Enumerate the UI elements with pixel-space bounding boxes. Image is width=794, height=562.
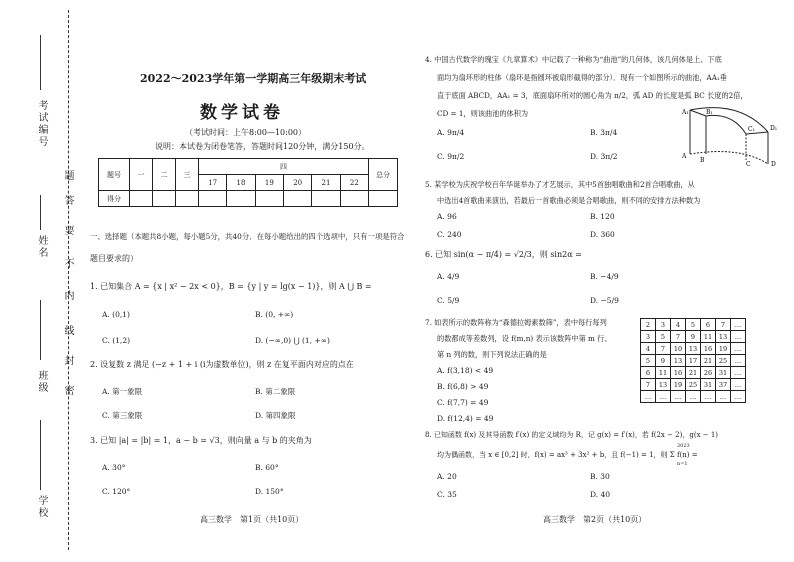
q1-option-d: D. (−∞,0) ⋃ (1, +∞) <box>255 336 330 345</box>
sieve-cell: 9 <box>686 331 701 343</box>
q8-sum-lower: n=1 <box>677 461 688 467</box>
q3-option-c: C. 120° <box>102 487 131 496</box>
sieve-cell: … <box>641 391 656 403</box>
fig-label-d1: D₁ <box>770 125 778 132</box>
score-cell[interactable] <box>153 191 176 207</box>
sieve-cell: 21 <box>686 367 701 379</box>
score-cell[interactable] <box>340 191 368 207</box>
sieve-cell: … <box>701 391 716 403</box>
score-table-col: 二 <box>153 159 176 191</box>
sieve-cell: 13 <box>656 379 671 391</box>
sieve-cell: 7 <box>641 379 656 391</box>
q7-stem-line2: 的数都成等差数列，设 f(m,n) 表示该数阵中第 m 行、 <box>437 334 612 343</box>
seal-char: 线 <box>62 325 73 337</box>
q4-option-b: B. 3π/4 <box>590 128 618 137</box>
sieve-cell: 17 <box>686 355 701 367</box>
q7-option-c: C. f(7,7) = 49 <box>437 398 489 407</box>
q5-option-c: C. 240 <box>437 230 462 239</box>
school-line <box>40 420 41 490</box>
sieve-row <box>641 331 746 343</box>
sieve-cell: … <box>731 379 746 391</box>
score-cell[interactable] <box>312 191 340 207</box>
score-cell[interactable] <box>199 191 227 207</box>
sieve-cell: 4 <box>641 343 656 355</box>
sieve-cell: 16 <box>671 367 686 379</box>
score-table <box>98 158 398 207</box>
sieve-cell: 11 <box>656 367 671 379</box>
q5-option-d: D. 360 <box>590 230 615 239</box>
q2-stem: 2. 设复数 z 满足 (−z + 1 + i (i为虚数单位)，则 z 在复平面内对应的点在 <box>90 360 354 369</box>
score-table-col: 总分 <box>369 159 398 191</box>
q2-option-c: C. 第三象限 <box>102 411 143 420</box>
score-row-label: 得分 <box>99 191 130 207</box>
fig-label-d: D <box>771 161 776 168</box>
sieve-cell: … <box>656 391 671 403</box>
q8-stem-line2: 均为偶函数，当 x ∈ [0,2] 时，f(x) = ax³ + 3x² + b，且 f(−1) = 1，则 Σ f(n) = <box>437 451 698 459</box>
q1-option-a: A. (0,1) <box>102 310 130 319</box>
sieve-cell: 4 <box>671 319 686 331</box>
q6-option-c: C. 5/9 <box>437 296 460 305</box>
sieve-cell: 7 <box>656 343 671 355</box>
seal-char: 封 <box>62 355 73 367</box>
binding-strip <box>0 0 72 562</box>
q4-option-a: A. 9π/4 <box>437 128 465 137</box>
sieve-cell: 26 <box>701 367 716 379</box>
sieve-cell: 6 <box>701 319 716 331</box>
sieve-cell: 3 <box>641 331 656 343</box>
q3-option-a: A. 30° <box>102 463 126 472</box>
exam-number-line <box>40 35 41 90</box>
q8-option-b: B. 30 <box>590 472 610 481</box>
sieve-cell: 5 <box>686 319 701 331</box>
seal-char: 不 <box>62 258 73 270</box>
sieve-cell: 19 <box>671 379 686 391</box>
q8-option-d: D. 40 <box>590 490 611 499</box>
score-cell[interactable] <box>227 191 255 207</box>
q1-stem: 1. 已知集合 A = {x | x² − 2x < 0}，B = {y | y = lg(x − 1)}，则 A ⋃ B = <box>90 282 372 291</box>
score-cell[interactable] <box>283 191 311 207</box>
sieve-row <box>641 319 746 331</box>
sieve-number-grid <box>640 318 746 403</box>
page-footer: 高三数学 第1页（共10页） <box>200 515 304 524</box>
section1-heading-cont: 题目要求的） <box>90 254 138 263</box>
sieve-cell: 37 <box>716 379 731 391</box>
sieve-cell: 11 <box>701 331 716 343</box>
sieve-cell: … <box>731 319 746 331</box>
sieve-row <box>641 391 746 403</box>
q3-stem: 3. 已知 |a| = |b| = 1，a − b = √3，则向量 a 与 b 的夹角为 <box>90 436 312 445</box>
q2-option-d: D. 第四象限 <box>255 411 296 420</box>
binding-label-name: 姓名 <box>36 235 47 259</box>
right-page <box>425 0 790 562</box>
subject-title: 数学试卷 <box>200 103 284 123</box>
sieve-cell: 7 <box>716 319 731 331</box>
q5-stem-line1: 5. 某学校为庆祝学校百年华诞举办了才艺展示，其中5首独唱歌曲和2首合唱歌曲，从 <box>425 180 695 189</box>
sieve-cell: 13 <box>671 355 686 367</box>
sieve-cell: 9 <box>656 355 671 367</box>
sieve-row <box>641 379 746 391</box>
q4-stem-line4: CD = 1，则该曲池的体积为 <box>437 109 529 118</box>
sieve-cell: … <box>731 367 746 379</box>
q2-option-a: A. 第一象限 <box>102 387 143 396</box>
seal-char: 密 <box>62 385 73 397</box>
sieve-cell: 25 <box>716 355 731 367</box>
sieve-cell: 2 <box>641 319 656 331</box>
q7-stem-line1: 7. 如表所示的数阵称为“森德拉姆素数筛”，表中每行每列 <box>425 318 607 327</box>
q2-option-b: B. 第二象限 <box>255 387 296 396</box>
seal-char: 题 <box>62 170 73 182</box>
sieve-cell: … <box>716 391 731 403</box>
q4-stem-line3: 直于底面 ABCD，AA₁ = 3，底面扇环所对的圆心角为 π/2，弧 AD 的长度是弧 BC 长度的2倍， <box>437 91 748 100</box>
sieve-cell: 31 <box>701 379 716 391</box>
score-cell[interactable] <box>255 191 283 207</box>
q6-option-a: A. 4/9 <box>437 272 460 281</box>
class-line <box>40 300 41 360</box>
fig-label-a: A <box>682 153 687 160</box>
score-table-header-label: 题号 <box>99 159 130 191</box>
sieve-cell: … <box>686 391 701 403</box>
binding-label-school: 学校 <box>36 495 47 519</box>
q1-option-b: B. (0, +∞) <box>255 310 294 319</box>
q3-option-b: B. 60° <box>255 463 279 472</box>
seal-char: 要 <box>62 225 73 237</box>
q4-curved-pool-figure <box>680 102 780 168</box>
exam-time: （考试时间：上午8:00—10:00） <box>185 128 307 137</box>
q3-option-d: D. 150° <box>255 487 284 496</box>
q7-option-d: D. f(12,4) = 49 <box>437 414 494 423</box>
sieve-cell: 13 <box>716 331 731 343</box>
score-table-col: 四 <box>199 159 369 175</box>
sieve-cell: 25 <box>686 379 701 391</box>
q8-option-c: C. 35 <box>437 490 457 499</box>
page-footer: 高三数学 第2页（共10页） <box>543 515 647 524</box>
sieve-cell: 6 <box>641 367 656 379</box>
section1-heading: 一、选择题（本题共8小题，每小题5分，共40分．在每小题给出的四个选项中，只有一项是符合 <box>90 232 405 241</box>
sieve-cell: … <box>731 391 746 403</box>
sieve-cell: … <box>731 343 746 355</box>
score-table-subcol: 20 <box>283 175 311 191</box>
sieve-cell: 3 <box>656 319 671 331</box>
q6-option-b: B. −4/9 <box>590 272 619 281</box>
q5-option-a: A. 96 <box>437 212 457 221</box>
sieve-cell: 21 <box>701 355 716 367</box>
binding-label-class: 班级 <box>36 370 47 394</box>
score-table-subcol: 18 <box>227 175 255 191</box>
q8-sum-upper: 2023 <box>677 443 690 449</box>
sieve-cell: 13 <box>686 343 701 355</box>
score-table-subcol: 17 <box>199 175 227 191</box>
sieve-cell: … <box>731 331 746 343</box>
sieve-row <box>641 355 746 367</box>
fig-label-a1: A₁ <box>682 109 689 116</box>
sieve-cell: … <box>671 391 686 403</box>
q1-option-c: C. (1,2) <box>102 336 131 345</box>
sieve-cell: 31 <box>716 367 731 379</box>
score-cell[interactable] <box>369 191 398 207</box>
score-table-subcol: 21 <box>312 175 340 191</box>
q6-stem: 6. 已知 sin(α − π/4) = √2/3，则 sin2α = <box>425 250 582 259</box>
fig-label-b: B <box>700 157 705 164</box>
q4-option-d: D. 3π/2 <box>590 152 618 161</box>
binding-label-exam-number: 考试编号 <box>36 100 47 148</box>
score-table-col: 三 <box>176 159 199 191</box>
sieve-cell: … <box>731 355 746 367</box>
exam-title: 2022～2023学年第一学期高三年级期末考试 <box>140 72 367 85</box>
q7-option-a: A. f(3,18) < 49 <box>437 366 494 375</box>
sieve-cell: 5 <box>641 355 656 367</box>
q7-option-b: B. f(6,8) > 49 <box>437 382 489 391</box>
fig-label-b1: B₁ <box>706 109 713 116</box>
seal-char: 答 <box>62 195 73 207</box>
score-table-subcol: 22 <box>340 175 368 191</box>
sieve-row <box>641 367 746 379</box>
score-cell[interactable] <box>130 191 153 207</box>
sieve-cell: 16 <box>701 343 716 355</box>
q5-option-b: B. 120 <box>590 212 615 221</box>
left-page <box>80 0 410 562</box>
q7-stem-line3: 第 n 列的数，则下列说法正确的是 <box>437 350 547 359</box>
sieve-row <box>641 343 746 355</box>
score-cell[interactable] <box>176 191 199 207</box>
sieve-cell: 10 <box>671 343 686 355</box>
exam-instructions: 说明：本试卷为闭卷笔答，答题时间120分钟，满分150分。 <box>155 142 370 151</box>
sieve-cell: 19 <box>716 343 731 355</box>
sieve-cell: 7 <box>671 331 686 343</box>
q4-stem-line1: 4. 中国古代数学的瑰宝《九章算术》中记载了一种称为“曲池”的几何体，该几何体是上、下底 <box>425 55 722 64</box>
q4-stem-line2: 面均为扇环形的柱体（扇环是指圆环被扇形截得的部分）．现有一个如图所示的曲池，AA₁垂 <box>437 73 727 82</box>
q5-stem-line2: 中选出4首歌曲来演出，若最后一首歌曲必须是合唱歌曲，则不同的安排方法种数为 <box>437 196 701 205</box>
binding-border-line <box>68 10 69 550</box>
fig-label-c: C <box>746 161 751 168</box>
seal-char: 内 <box>62 290 73 302</box>
fig-label-c1: C₁ <box>748 126 755 133</box>
sieve-cell: 5 <box>656 331 671 343</box>
score-table-subcol: 19 <box>255 175 283 191</box>
q8-stem-line1: 8. 已知函数 f(x) 及其导函数 f′(x) 的定义域均为 R，记 g(x) = f′(x)，若 f(2x − 2)，g(x − 1) <box>425 431 719 439</box>
score-table-col: 一 <box>130 159 153 191</box>
q6-option-d: D. −5/9 <box>590 296 619 305</box>
q4-option-c: C. 9π/2 <box>437 152 465 161</box>
q8-option-a: A. 20 <box>437 472 457 481</box>
name-line <box>40 195 41 230</box>
